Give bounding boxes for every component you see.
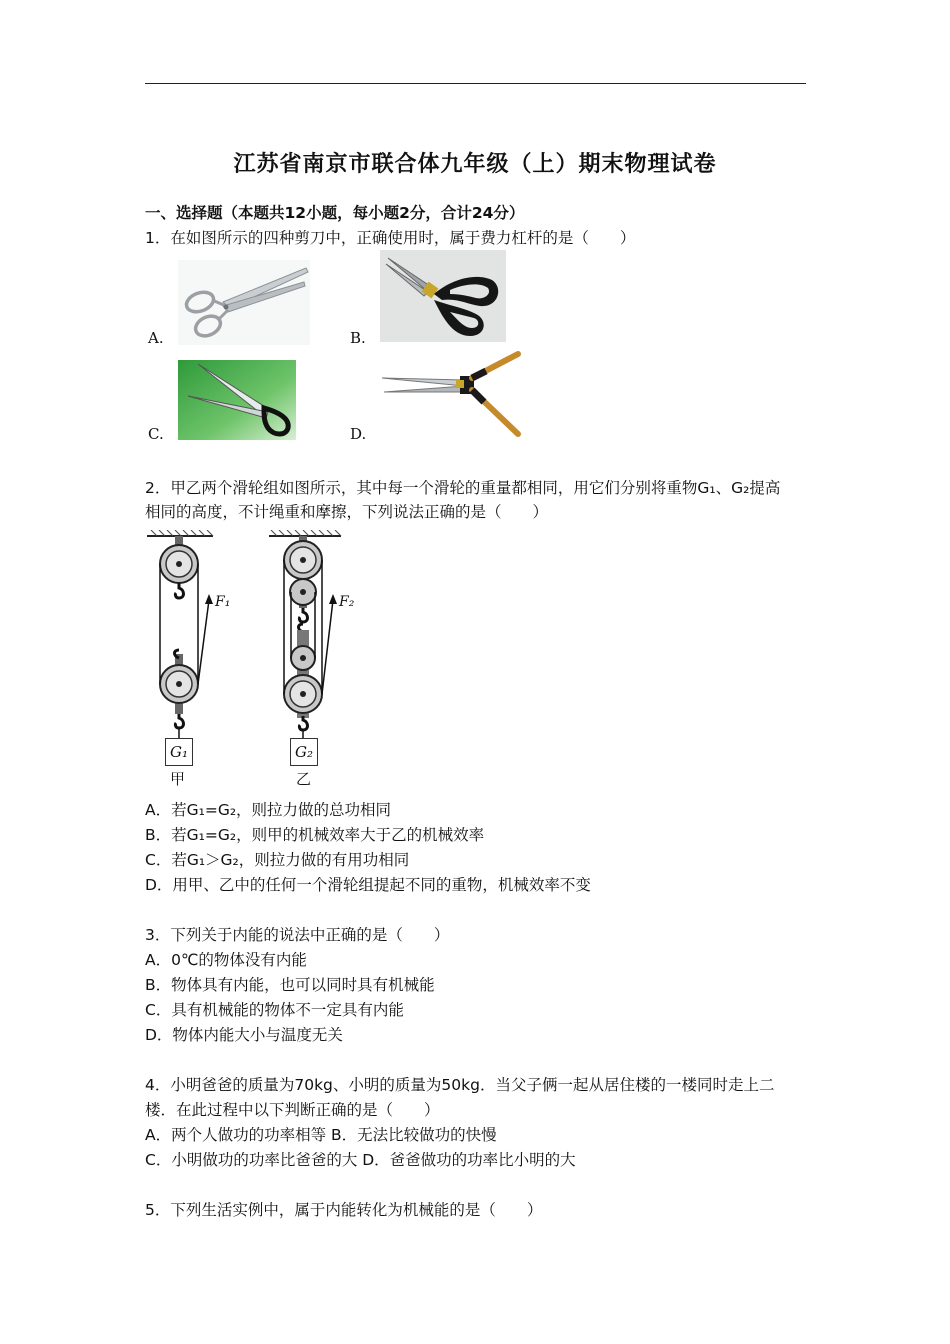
force-f1-label: F₁ (215, 594, 231, 610)
q2-option-d: D．用甲、乙中的任何一个滑轮组提起不同的重物，机械效率不变 (145, 876, 591, 894)
question-3-stem: 3．下列关于内能的说法中正确的是（ ） (145, 926, 450, 944)
hedge-shears-icon (380, 350, 522, 440)
q3-option-b: B．物体具有内能，也可以同时具有机械能 (145, 976, 435, 994)
q3-option-c: C．具有机械能的物体不一定具有内能 (145, 1001, 404, 1019)
q2-option-b: B．若G₁=G₂，则甲的机械效率大于乙的机械效率 (145, 826, 485, 844)
sheep-shears-icon (178, 360, 296, 440)
label-jia: 甲 (170, 770, 186, 788)
question-5-stem: 5．下列生活实例中，属于内能转化为机械能的是（ ） (145, 1201, 543, 1219)
question-2-stem-line2: 相同的高度，不计绳重和摩擦，下列说法正确的是（ ） (145, 503, 549, 521)
section-heading: 一、选择题（本题共12小题，每小题2分，合计24分） (145, 204, 525, 222)
tin-snips-icon (380, 250, 506, 342)
q3-option-d: D．物体内能大小与温度无关 (145, 1026, 343, 1044)
weight-g2-box: G₂ (290, 738, 318, 766)
q4-options-ab: A．两个人做功的功率相等 B．无法比较做功的快慢 (145, 1126, 497, 1144)
header-rule (145, 83, 806, 84)
question-4-stem-line2: 楼．在此过程中以下判断正确的是（ ） (145, 1101, 440, 1119)
q1-label-c: C. (148, 425, 164, 443)
weight-g1-box: G₁ (165, 738, 193, 766)
q2-option-c: C．若G₁＞G₂，则拉力做的有用功相同 (145, 851, 410, 869)
q1-label-d: D. (350, 425, 367, 443)
q1-label-a: A. (148, 329, 164, 347)
q2-option-a: A．若G₁=G₂，则拉力做的总功相同 (145, 801, 392, 819)
q1-label-b: B. (350, 329, 366, 347)
label-yi: 乙 (296, 770, 312, 788)
q3-option-a: A．0℃的物体没有内能 (145, 951, 307, 969)
force-f2-label: F₂ (339, 594, 355, 610)
question-2-stem-line1: 2．甲乙两个滑轮组如图所示，其中每一个滑轮的重量都相同，用它们分别将重物G₁、G₂提高 (145, 479, 781, 497)
question-4-stem-line1: 4．小明爸爸的质量为70kg、小明的质量为50kg．当父子俩一起从居住楼的一楼同时走上二 (145, 1076, 775, 1094)
question-1-stem: 1．在如图所示的四种剪刀中，正确使用时，属于费力杠杆的是（ ） (145, 229, 636, 247)
page-title: 江苏省南京市联合体九年级（上）期末物理试卷 (233, 152, 717, 177)
q4-options-cd: C．小明做功的功率比爸爸的大 D．爸爸做功的功率比小明的大 (145, 1151, 576, 1169)
scissors-icon (178, 260, 310, 345)
